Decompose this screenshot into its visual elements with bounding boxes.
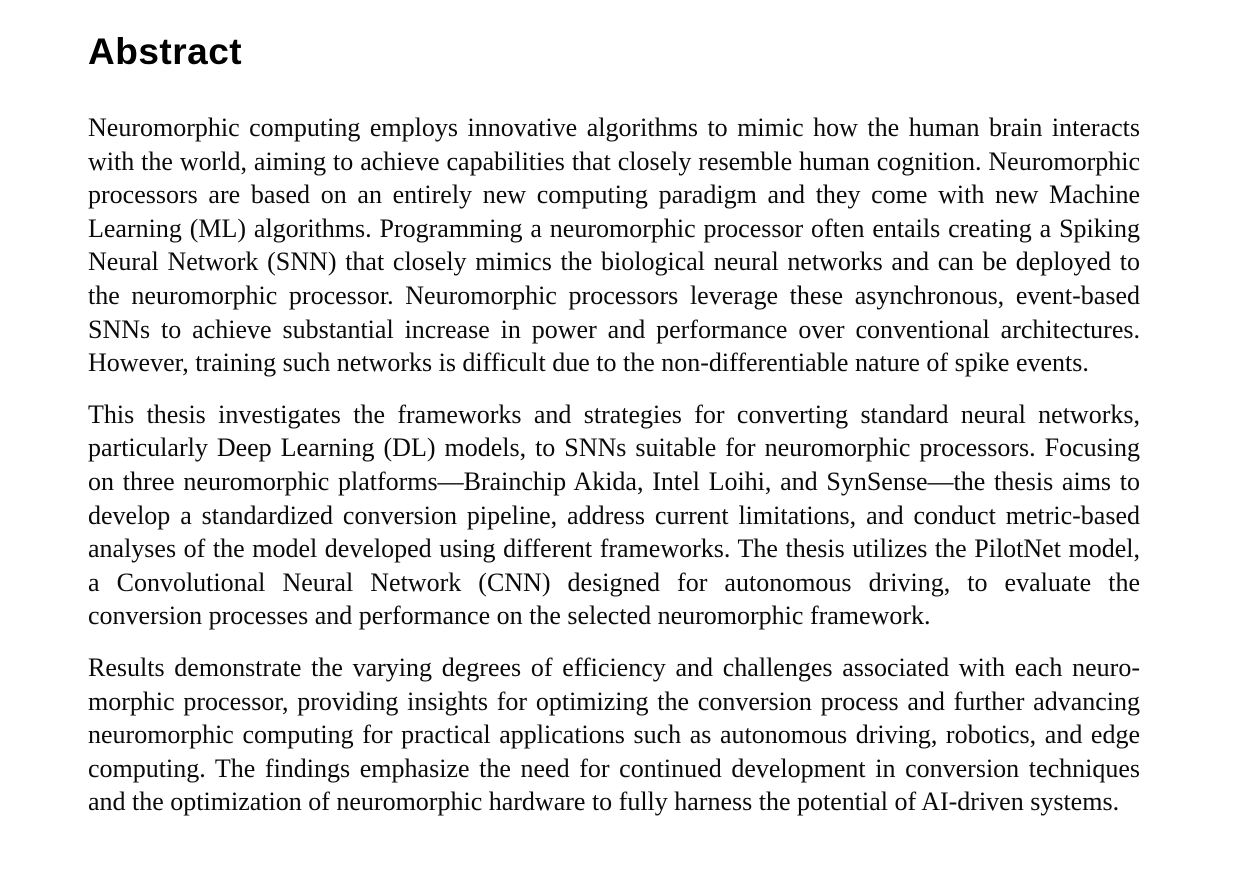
abstract-paragraph-1: Neuromorphic computing employs innovative algorithms to mimic how the human brain interacts with the world, aiming to achieve capabilities that closely resemble human cognition. Neuromorphic processors are based on an entirely new computing paradigm and they come with new Machine Learning (ML) algorithms. Programming a neuromorphic processor often entails creating a Spiking Neural Network (SNN) that closely mimics the biological neural networks and can be deployed to the neuromorphic processor. Neuromorphic processors leverage these asynchronous, event-based SNNs to achieve substantial increase in power and performance over conventional architectures. However, training such networks is difficult due to the non-differentiable nature of spike events. (88, 113, 1140, 378)
section-title: Abstract (88, 31, 243, 72)
abstract-paragraph-2: This thesis investigates the frameworks and strategies for converting standard neural networks, particularly Deep Learning (DL) models, to SNNs suitable for neuromorphic processors. Focusing on three neuromorphic platforms—Brainchip Akida, Intel Loihi, and SynSense—the thesis aims to develop a standardized conversion pipeline, address current limitations, and conduct metric-based analyses of the model developed using different frameworks. The thesis utilizes the PilotNet model, a Convolutional Neural Network (CNN) designed for autonomous driving, to evaluate the conversion processes and performance on the selected neuromorphic framework. (88, 399, 1140, 631)
abstract-paragraph-3: Results demonstrate the varying degrees of efficiency and challenges associated with each neuromorphic processor, providing insights for optimizing the conversion process and further advancing neuromorphic computing for practical applications such as autonomous driving, robotics, and edge computing. The findings emphasize the need for continued development in conversion techniques and the optimization of neuromorphic hardware to fully harness the potential of AI-driven systems. (88, 652, 1140, 817)
